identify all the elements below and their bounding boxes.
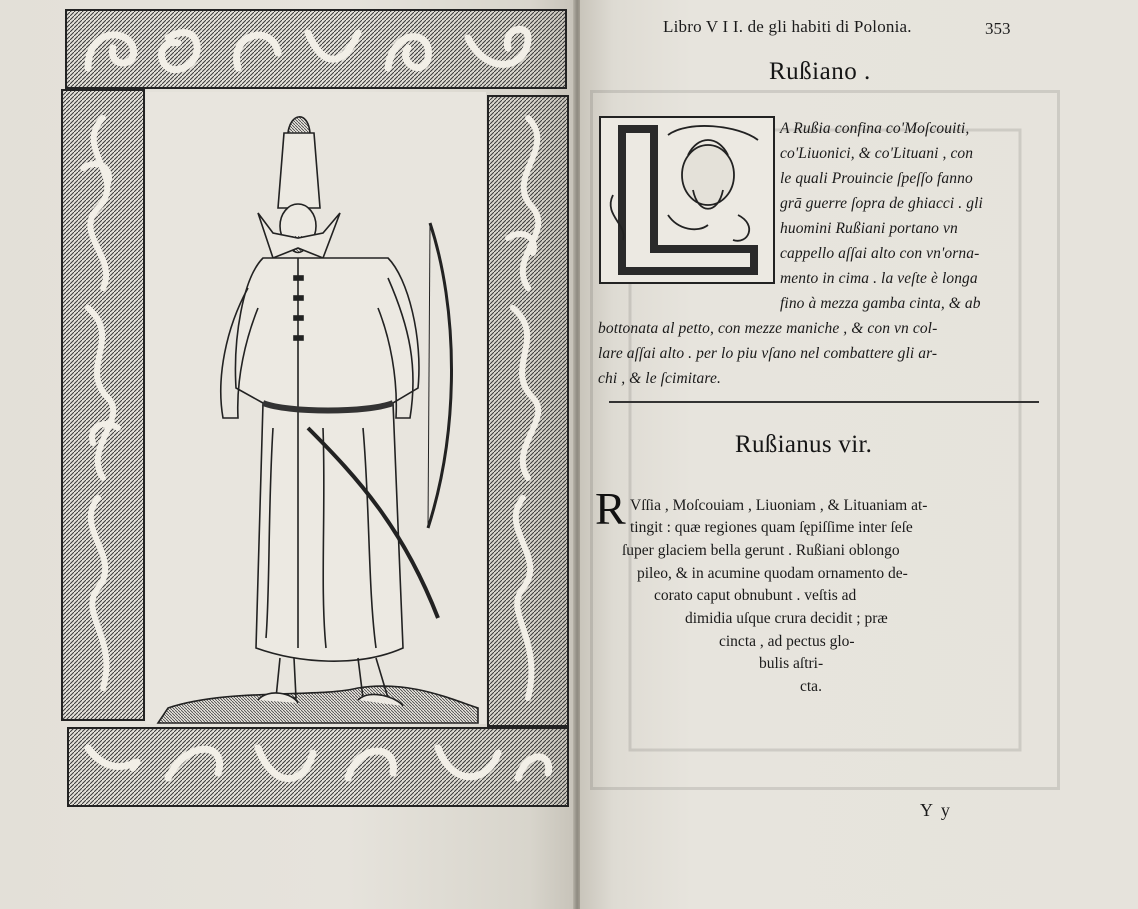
signature-mark: Y y [920, 800, 952, 820]
latin-line: tingit : quæ regiones quam ſępiſſime inter ſeſe [630, 519, 913, 536]
running-head: Libro V I I. de gli habiti di Polonia. [663, 17, 912, 36]
italian-line: huomini Rußiani portano vn [780, 220, 958, 237]
italian-title: Rußiano . [769, 58, 871, 85]
latin-line: pileo, & in acumine quodam ornamento de- [637, 565, 908, 582]
italian-line: lare aſſai alto . per lo piu vſano nel combattere gli ar- [598, 345, 938, 362]
top-border-ornament [66, 10, 566, 88]
latin-title: Rußianus vir. [735, 431, 873, 458]
italian-line: grā guerre ſopra de ghiacci . gli [780, 195, 983, 212]
latin-line: cincta , ad pectus glo- [719, 633, 855, 650]
decorated-initial-l [598, 115, 776, 285]
left-border-ornament [62, 90, 144, 720]
italian-line: fino à mezza gamba cinta, & ab [780, 295, 981, 312]
latin-line: ſuper glaciem bella gerunt . Rußiani oblongo [622, 542, 900, 559]
bottom-border-ornament [68, 728, 568, 806]
folio-number: 353 [985, 19, 1011, 38]
italian-line: co'Liuonici, & co'Lituani , con [780, 145, 974, 162]
costume-woodcut [58, 8, 573, 808]
italian-line: cappello aſſai alto con vn'orna- [780, 245, 980, 262]
italian-line: bottonata al petto, con mezze maniche , & con vn col- [598, 320, 938, 337]
section-rule [609, 401, 1039, 403]
latin-line: Vſſia , Moſcouiam , Liuoniam , & Lituaniam at- [630, 497, 928, 514]
italian-line: A Rußia confina co'Moſcouiti, [780, 120, 970, 137]
latin-line: bulis aſtri- [759, 655, 824, 672]
latin-line: cta. [800, 678, 822, 695]
latin-line: dimidia uſque crura decidit ; præ [685, 610, 888, 627]
latin-line: corato caput obnubunt . veſtis ad [654, 587, 857, 604]
italian-line: mento in cima . la veſte è longa [780, 270, 978, 287]
italian-line: le quali Prouincie ſpeſſo fanno [780, 170, 973, 187]
latin-drop-cap: R [595, 483, 626, 534]
right-border-ornament [488, 96, 568, 726]
italian-line: chi , & le ſcimitare. [598, 370, 721, 387]
